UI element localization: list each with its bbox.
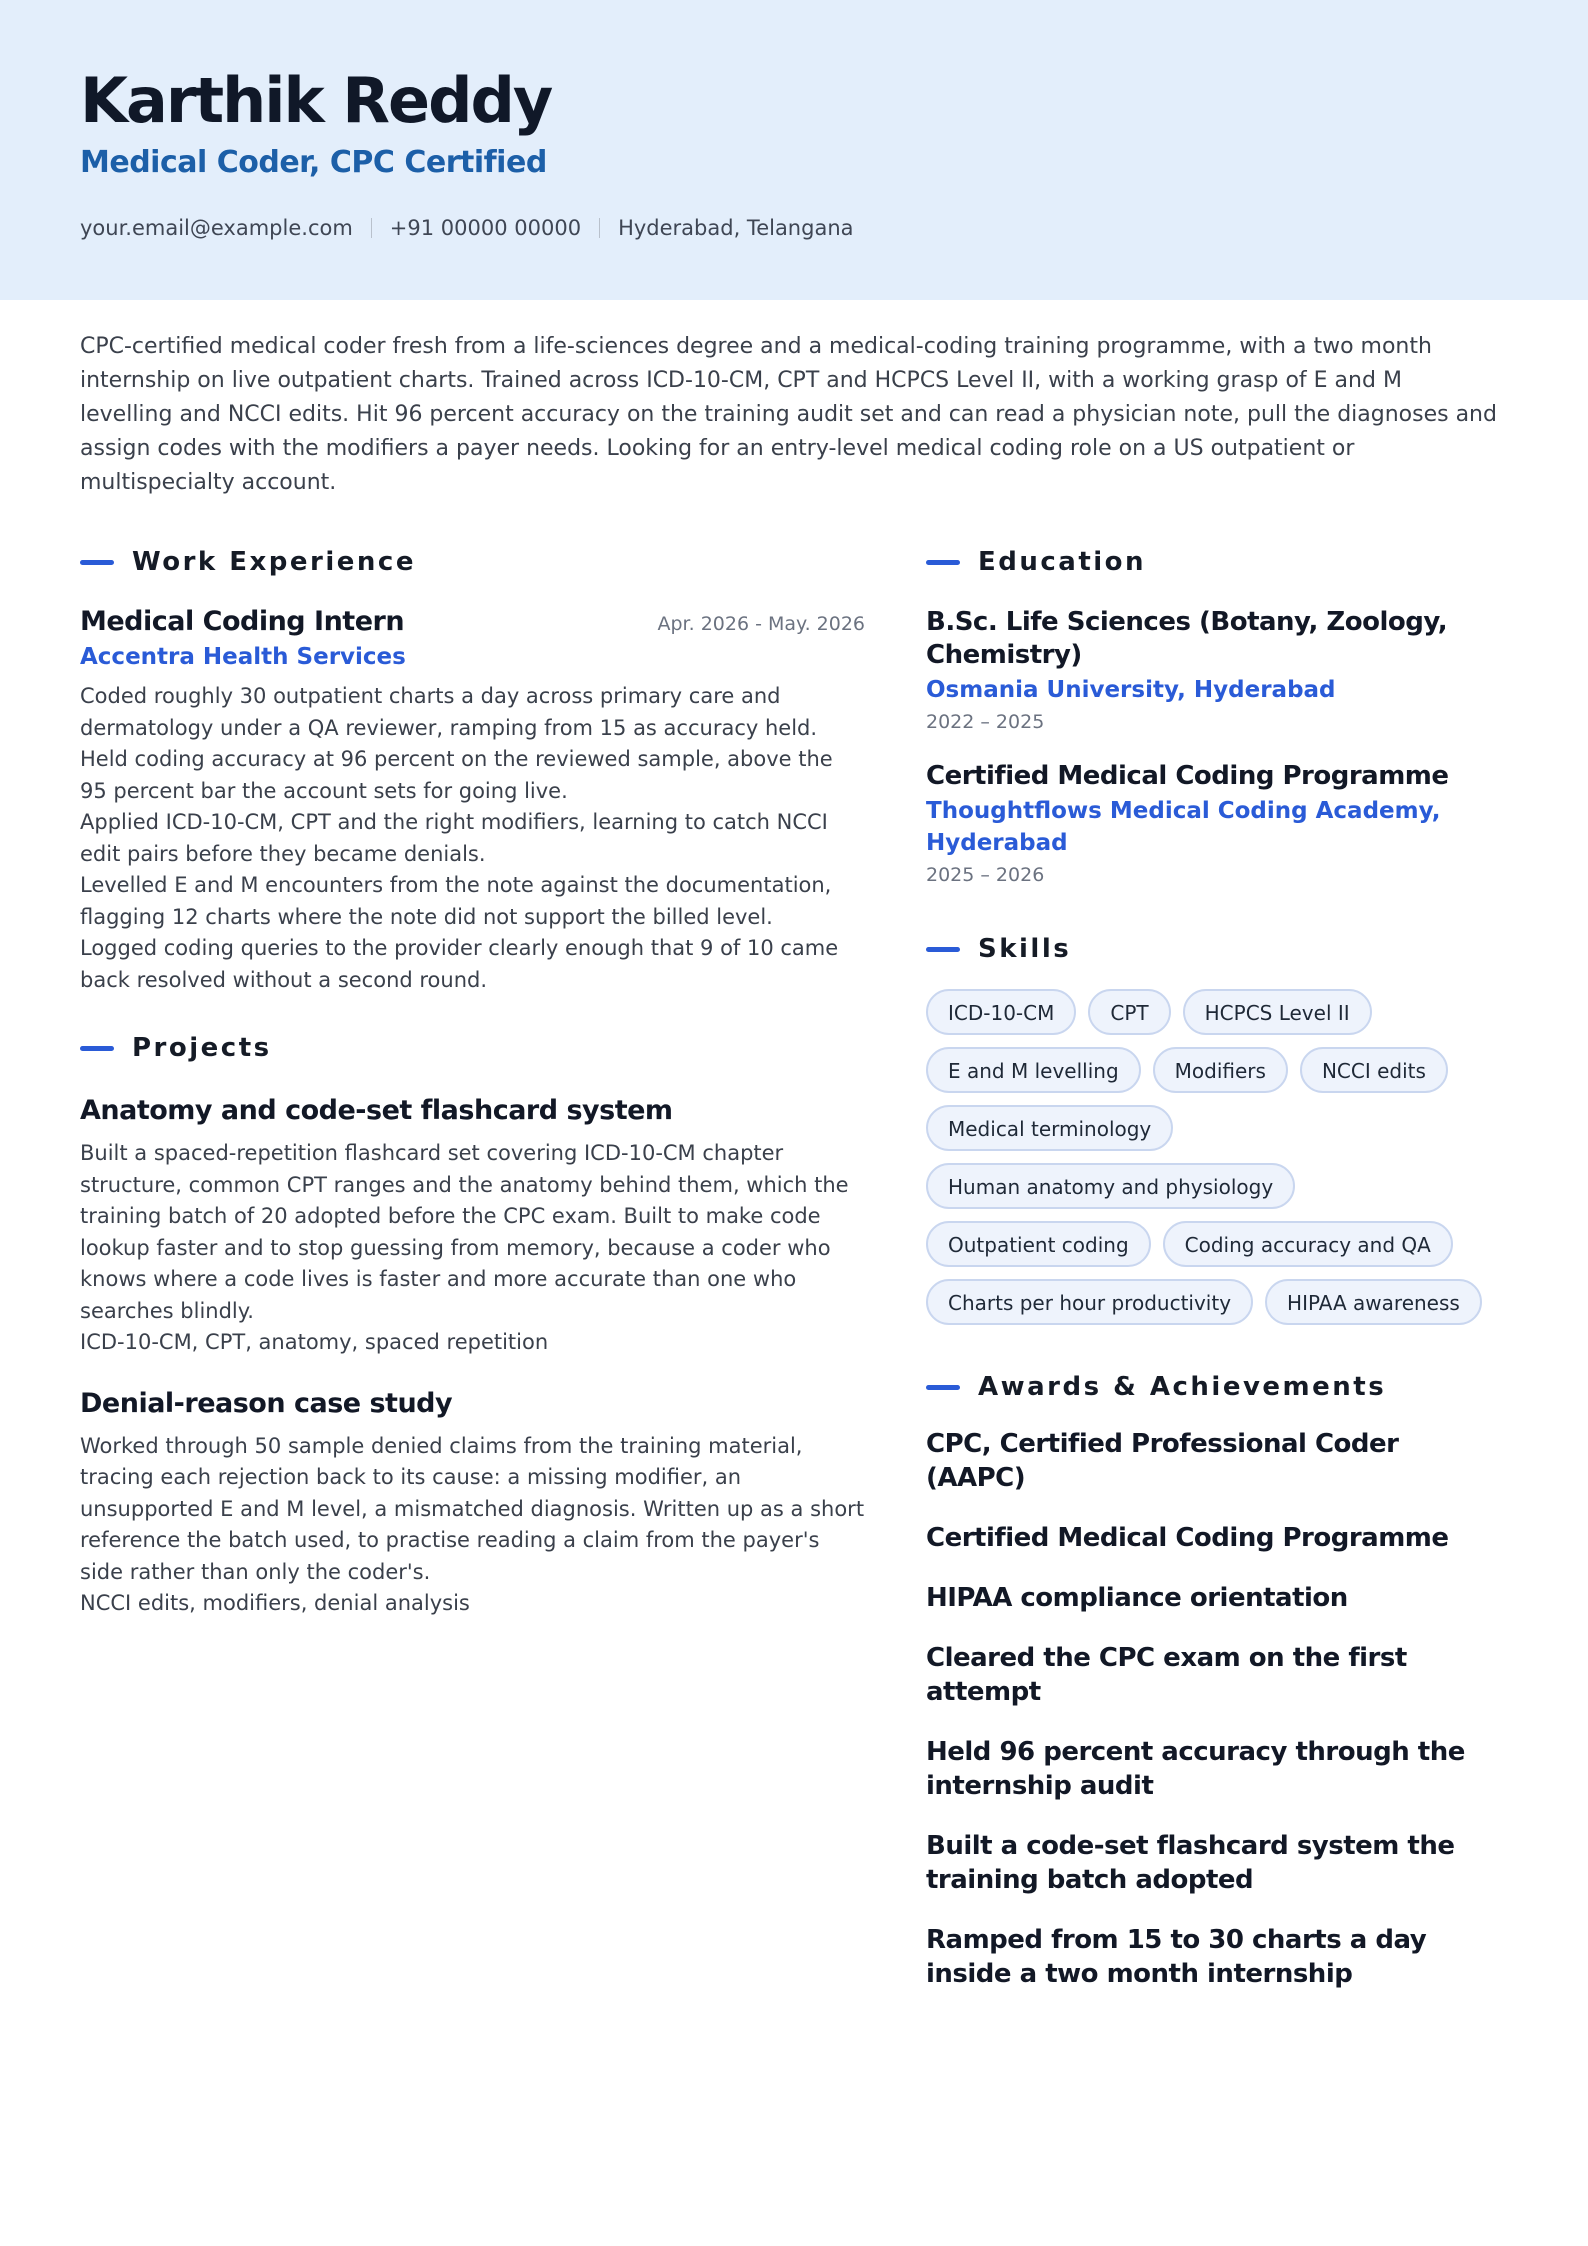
section-header-awards [926,1365,1486,1409]
skill-chip: Human anatomy and physiology [926,1163,1295,1209]
awards-list [926,1427,1486,1991]
section-accent-bar [80,560,114,565]
project-title: Anatomy and code-set flashcard system [80,1095,673,1126]
work-title: Medical Coding Intern [80,606,405,637]
project-title: Denial-reason case study [80,1387,453,1419]
section-title: Awards & Achievements [978,1372,1387,1402]
job-title-heading: Medical Coder, CPC Certified [80,145,547,180]
education-institution: Thoughtflows Medical Coding Academy, Hyderabad [926,798,1441,856]
project-entry [80,1092,865,1359]
project-tags: NCCI edits, modifiers, denial analysis [80,1591,470,1615]
left-column [80,540,865,1620]
right-column [926,540,1486,2017]
education-entry [926,760,1486,889]
work-entry [80,606,865,996]
skill-chip: CPT [1088,989,1170,1035]
work-bullet: Coded roughly 30 outpatient charts a day across primary care and dermatology under a QA reviewer, ramping from 15 as accuracy held. [80,684,818,740]
section-header-skills [926,927,1486,971]
project-tags: ICD-10-CM, CPT, anatomy, spaced repetition [80,1330,549,1354]
award-item: Certified Medical Coding Programme [926,1523,1449,1553]
project-description: Worked through 50 sample denied claims from the training material, tracing each rejection back to its cause: a missing modifier, an unsupported E and M level, a mismatched diagnosis. Written up as a short reference the batch used, to practise reading a claim from the payer's side rather than only the coder's. [80,1433,865,1584]
award-item: CPC, Certified Professional Coder (AAPC) [926,1429,1399,1493]
section-title: Education [978,547,1147,577]
summary-paragraph: CPC-certified medical coder fresh from a life-sciences degree and a medical-coding training programme, with a two month internship on live outpatient charts. Trained across ICD-10-CM, CPT and HCPCS Level II, with a working grasp of E and M levelling and NCCI edits. Hit 96 percent accuracy on the training audit set and can read a physician note, pull the diagnoses and assign codes with the modifiers a payer needs. Looking for an entry-level medical coding role on a US outpatient or multispecialty account. [80,334,1497,495]
section-header-work [80,540,865,584]
header-band [0,0,1588,300]
skills-list [926,989,1486,1325]
skill-chip: ICD-10-CM [926,989,1076,1035]
education-institution: Osmania University, Hyderabad [926,677,1336,703]
skill-chip: Coding accuracy and QA [1163,1221,1453,1267]
education-degree: Certified Medical Coding Programme [926,761,1449,791]
award-item: Ramped from 15 to 30 charts a day inside a two month internship [926,1925,1427,1989]
skill-chip: Medical terminology [926,1105,1173,1151]
section-accent-bar [926,1385,960,1390]
skill-chip: Modifiers [1153,1047,1288,1093]
section-title: Projects [132,1033,272,1063]
skill-chip: Outpatient coding [926,1221,1151,1267]
project-description: Built a spaced-repetition flashcard set covering ICD-10-CM chapter structure, common CPT ranges and the anatomy behind them, which the training batch of 20 adopted before the CPC exam. Built to make code lookup faster and to stop guessing from memory, because a coder who knows where a code lives is faster and more accurate than one who searches blindly. [80,1141,849,1323]
contact-divider [599,218,600,238]
section-title: Work Experience [132,547,416,577]
contact-line [80,212,854,244]
skill-chip: HIPAA awareness [1265,1279,1482,1325]
section-accent-bar [80,1046,114,1051]
skill-chip: Charts per hour productivity [926,1279,1253,1325]
work-bullet: Applied ICD-10-CM, CPT and the right modifiers, learning to catch NCCI edit pairs before they became denials. [80,810,828,866]
skill-chip: HCPCS Level II [1183,989,1372,1035]
contact-divider [371,218,372,238]
project-entry [80,1385,865,1620]
contact-location: Hyderabad, Telangana [618,216,854,240]
contact-phone[interactable]: +91 00000 00000 [389,216,582,240]
award-item: Held 96 percent accuracy through the internship audit [926,1737,1465,1801]
section-accent-bar [926,947,960,952]
award-item: Built a code-set flashcard system the training batch adopted [926,1831,1455,1895]
work-company: Accentra Health Services [80,644,406,670]
award-item: HIPAA compliance orientation [926,1583,1348,1613]
education-entry [926,606,1486,736]
education-degree: B.Sc. Life Sciences (Botany, Zoology, Chemistry) [926,607,1448,670]
work-bullet: Logged coding queries to the provider clearly enough that 9 of 10 came back resolved without a second round. [80,936,839,992]
work-bullet: Held coding accuracy at 96 percent on the reviewed sample, above the 95 percent bar the account sets for going live. [80,747,833,803]
education-years: 2025 – 2026 [926,864,1045,886]
candidate-name: Karthik Reddy [80,64,552,137]
education-years: 2022 – 2025 [926,711,1045,733]
contact-email[interactable]: your.email@example.com [80,216,353,240]
work-bullet: Levelled E and M encounters from the note against the documentation, flagging 12 charts where the note did not support the billed level. [80,873,832,929]
section-header-education [926,540,1486,584]
work-bullets [80,681,865,996]
work-dates: Apr. 2026 - May. 2026 [657,613,865,635]
skill-chip: E and M levelling [926,1047,1141,1093]
section-accent-bar [926,560,960,565]
award-item: Cleared the CPC exam on the first attempt [926,1643,1407,1707]
skill-chip: NCCI edits [1300,1047,1448,1093]
section-header-projects [80,1026,865,1070]
section-title: Skills [978,934,1072,964]
